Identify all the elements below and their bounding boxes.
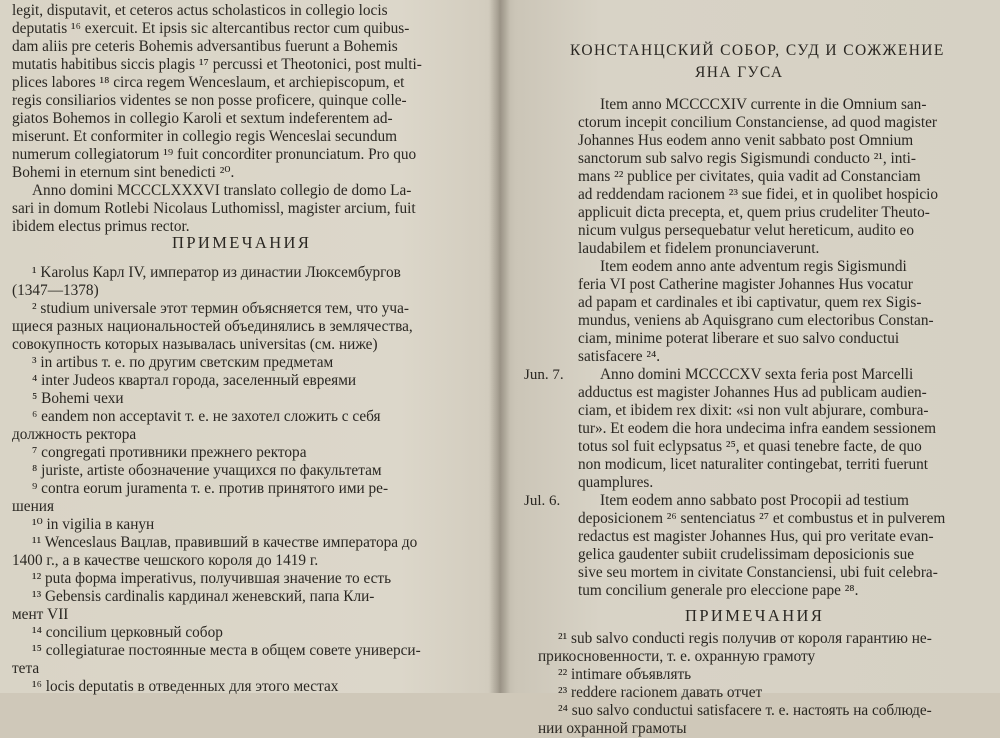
body-line: feria VI post Catherine magister Johannes Hus vocatur: [578, 276, 913, 293]
note-line: шения: [12, 498, 54, 515]
notes-heading: ПРИМЕЧАНИЯ: [685, 606, 825, 625]
body-line: ad papam et cardinales et ibi captivatur, quem rex Sigis-: [578, 294, 922, 311]
note-line: ¹⁶ locis deputatis в отведенных для этого местах: [32, 678, 339, 695]
note-line: ¹ Karolus Карл IV, император из династии Люксембургов: [32, 264, 401, 281]
body-line: ctorum incepit concilium Constanciense, ad quod magister: [578, 114, 937, 131]
body-line: mans ²² publice per civitates, quia vadit ad Constanciam: [578, 168, 921, 185]
body-line: deposicionem ²⁶ sentenciatus ²⁷ et combustus et in pulverem: [578, 510, 946, 527]
body-line: deputatis ¹⁶ exercuit. Et ipsis sic altercantibus rector cum quibus-: [12, 20, 410, 37]
right-page: [510, 0, 1000, 737]
body-line: numerum collegiatorum ¹⁹ fuit concorditer pronunciatum. Pro quo: [12, 146, 417, 163]
body-line: sanctorum sub salvo regis Sigismundi conducto ²¹, inti-: [578, 150, 917, 167]
note-line: ²¹ sub salvo conducti regis получив от короля гарантию не-: [558, 630, 932, 647]
note-line: ¹³ Gebensis cardinalis кардинал женевский, папа Кли-: [32, 588, 375, 605]
note-line: ¹² puta форма imperativus, получившая значение то есть: [32, 570, 392, 587]
body-line: adductus est magister Johannes Hus ad publicam audien-: [578, 384, 927, 401]
note-line: должность ректора: [12, 426, 137, 443]
body-line: satisfacere ²⁴.: [578, 348, 661, 365]
note-line: ⁵ Bohemi чехи: [32, 390, 124, 407]
body-line: Item anno MCCCCXIV currente in die Omnium san-: [600, 96, 927, 113]
body-line: totus sol fuit eclypsatus ²⁵, et quasi tenebre facte, de quo: [578, 438, 922, 455]
body-line: laudabilem et fidelem pronunciaverunt.: [578, 240, 820, 257]
note-line: мент VII: [12, 606, 69, 623]
margin-date: Jul. 6.: [524, 493, 561, 509]
body-line: miserunt. Et conformiter in collegio regis Wenceslai secundum: [12, 128, 398, 145]
note-line: ²² intimare объявлять: [558, 666, 692, 683]
left-page: [0, 0, 488, 693]
body-line: ciam, et ibidem rex dixit: «si non vult abjurare, combura-: [578, 402, 929, 419]
body-line: gelica gaudenter subiit crudelissimam deposicionis sue: [578, 546, 915, 563]
body-line: plices labores ¹⁸ circa regem Wenceslaum, et archiepiscopum, et: [12, 74, 405, 91]
note-line: ⁹ contra eorum juramenta т. е. против принятого ими ре-: [32, 480, 389, 497]
body-line: Item eodem anno ante adventum regis Sigismundi: [600, 258, 907, 275]
body-line: tum concilium generale pro eleccione pape ²⁸.: [578, 582, 859, 599]
body-line: Anno domini MCCCLXXXVI translato collegio de domo La-: [32, 182, 412, 199]
body-line: mundus, veniens ab Aquisgrano cum electoribus Constan-: [578, 312, 934, 329]
note-line: прикосновенности, т. е. охранную грамоту: [538, 648, 816, 665]
note-line: ⁸ juriste, artiste обозначение учащихся по факультетам: [32, 462, 382, 479]
body-line: applicuit dicta precepta, et, quem prius crudeliter Theuto-: [578, 204, 930, 221]
note-line: ¹⁴ concilium церковный собор: [32, 624, 223, 641]
body-line: legit, disputavit, et ceteros actus scholasticos in collegio locis: [12, 2, 388, 19]
note-line: ⁷ congregati противники прежнего ректора: [32, 444, 307, 461]
note-line: ¹⁵ collegiaturae постоянные места в общем совете универси-: [32, 642, 421, 659]
body-line: dam aliis pre ceteris Bohemis adversantibus fuerunt a Bohemis: [12, 38, 398, 55]
body-line: Bohemi in eternum sint benedicti ²⁰.: [12, 164, 235, 181]
body-line: sive seu mortem in civitate Constanciensi, ubi fuit celebra-: [578, 564, 938, 581]
note-line: ³ in artibus т. е. по другим светским предметам: [32, 354, 334, 371]
note-line: щиеся разных национальностей объединялись в землячества,: [12, 318, 413, 335]
note-line: ¹¹ Wenceslaus Вацлав, правивший в качестве императора до: [32, 534, 418, 551]
body-line: tur». Et eodem die hora undecima infra eandem sessionem: [578, 420, 937, 437]
body-line: mutatis habitibus siccis plagis ¹⁷ percussi et Theotonici, post multi-: [12, 56, 422, 73]
body-line: ciam, minime poterat liberare et suo salvo conductui: [578, 330, 900, 347]
body-line: Johannes Hus eodem anno venit sabbato post Omnium: [578, 132, 914, 149]
body-line: ad reddendam racionem ²³ sue fidei, et in quolibet hospicio: [578, 186, 939, 203]
body-line: regis consiliarios videntes se non posse proficere, quinque colle-: [12, 92, 407, 109]
note-line: (1347—1378): [12, 282, 99, 299]
note-line: нии охранной грамоты: [538, 720, 687, 737]
body-line: nicum vulgus persequebatur velut hereticum, audito eo: [578, 222, 915, 239]
note-line: 1400 г., а в качестве чешского короля до 1419 г.: [12, 552, 319, 569]
body-line: Item eodem anno sabbato post Procopii ad testium: [600, 492, 909, 509]
body-line: non modicum, licet naturaliter contingebat, territi fuerunt: [578, 456, 929, 473]
note-line: совокупность которых называлась universitas (см. ниже): [12, 336, 378, 353]
note-line: тета: [12, 660, 40, 677]
body-line: giatos Bohemos in collegio Karoli et sextum indeferentem ad-: [12, 110, 393, 127]
body-line: quamplures.: [578, 474, 654, 491]
note-line: ² studium universale этот термин объясняется тем, что уча-: [32, 300, 409, 317]
note-line: ⁴ inter Judeos квартал города, заселенный евреями: [32, 372, 357, 389]
notes-heading: ПРИМЕЧАНИЯ: [172, 233, 312, 252]
note-line: ²⁴ suo salvo conductui satisfacere т. е. настоять на соблюде-: [558, 702, 932, 719]
body-line: sari in domum Rotlebi Nicolaus Luthomissl, magister arcium, fuit: [12, 200, 416, 217]
note-line: ²³ reddere racionem давать отчет: [558, 684, 763, 701]
margin-date: Jun. 7.: [524, 367, 564, 383]
note-line: ⁶ eandem non acceptavit т. е. не захотел сложить с себя: [32, 408, 381, 425]
book-gutter: [488, 0, 510, 693]
body-line: Anno domini MCCCCXV sexta feria post Marcelli: [600, 366, 914, 383]
body-line: ibidem electus primus rector.: [12, 218, 190, 235]
chapter-title-line2: ЯНА ГУСА: [695, 64, 784, 81]
body-line: redactus est magister Johannes Hus, qui pro veritate evan-: [578, 528, 934, 545]
note-line: ¹⁰ in vigilia в канун: [32, 516, 155, 533]
chapter-title: КОНСТАНЦСКИЙ СОБОР, СУД И СОЖЖЕНИЕ: [570, 42, 945, 59]
